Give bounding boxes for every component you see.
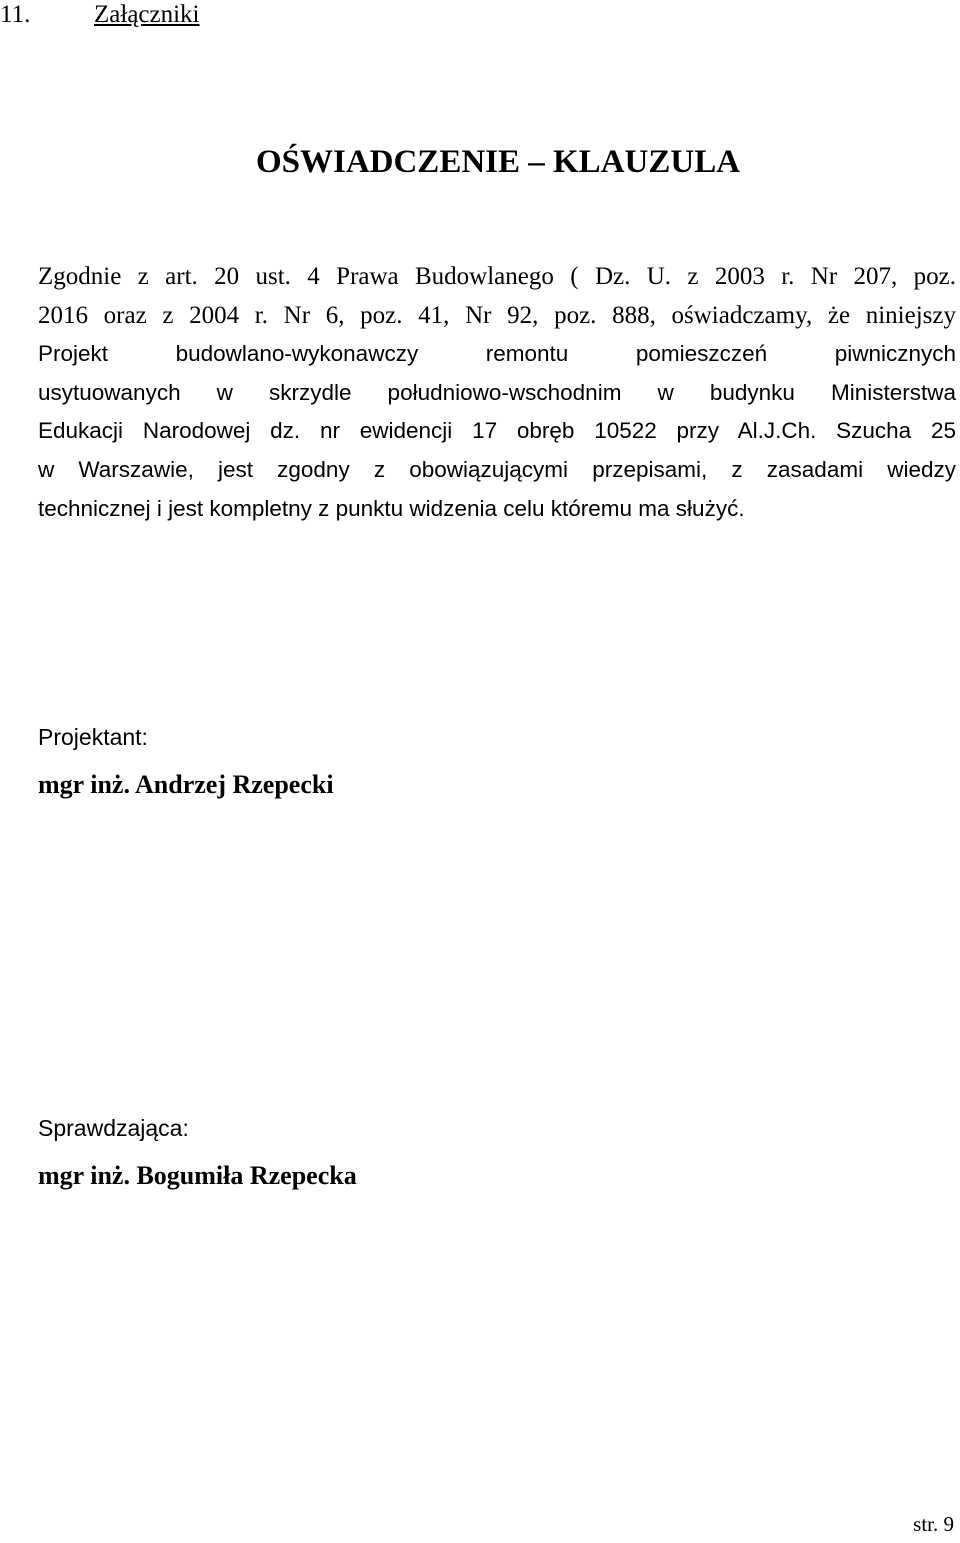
statement-paragraph bbox=[38, 258, 956, 528]
statement-line-4: usytuowanych w skrzydle południowo-wschodnim w budynku Ministerstwa bbox=[38, 379, 956, 405]
reviewer-name: mgr inż. Bogumiła Rzepecka bbox=[38, 1161, 357, 1190]
reviewer-label: Sprawdzająca: bbox=[38, 1115, 189, 1141]
section-number: 11. bbox=[0, 1, 31, 28]
clause-title: OŚWIADCZENIE – KLAUZULA bbox=[255, 144, 741, 180]
designer-name: mgr inż. Andrzej Rzepecki bbox=[38, 770, 334, 799]
section-title: Załączniki bbox=[94, 1, 200, 28]
statement-line-5: Edukacji Narodowej dz. nr ewidencji 17 obręb 10522 przy Al.J.Ch. Szucha 25 bbox=[38, 418, 956, 444]
statement-line-6: w Warszawie, jest zgodny z obowiązującymi przepisami, z zasadami wiedzy bbox=[38, 456, 956, 482]
statement-line-7: technicznej i jest kompletny z punktu widzenia celu któremu ma służyć. bbox=[38, 495, 745, 521]
page-number: str. 9 bbox=[913, 1512, 954, 1536]
statement-line-3: Projekt budowlano-wykonawczy remontu pomieszczeń piwnicznych bbox=[38, 341, 956, 367]
statement-line-1: Zgodnie z art. 20 ust. 4 Prawa Budowlanego ( Dz. U. z 2003 r. Nr 207, poz. bbox=[38, 263, 956, 290]
statement-line-2: 2016 oraz z 2004 r. Nr 6, poz. 41, Nr 92, poz. 888, oświadczamy, że niniejszy bbox=[38, 301, 956, 329]
designer-label: Projektant: bbox=[38, 724, 148, 750]
section-heading bbox=[0, 0, 200, 32]
